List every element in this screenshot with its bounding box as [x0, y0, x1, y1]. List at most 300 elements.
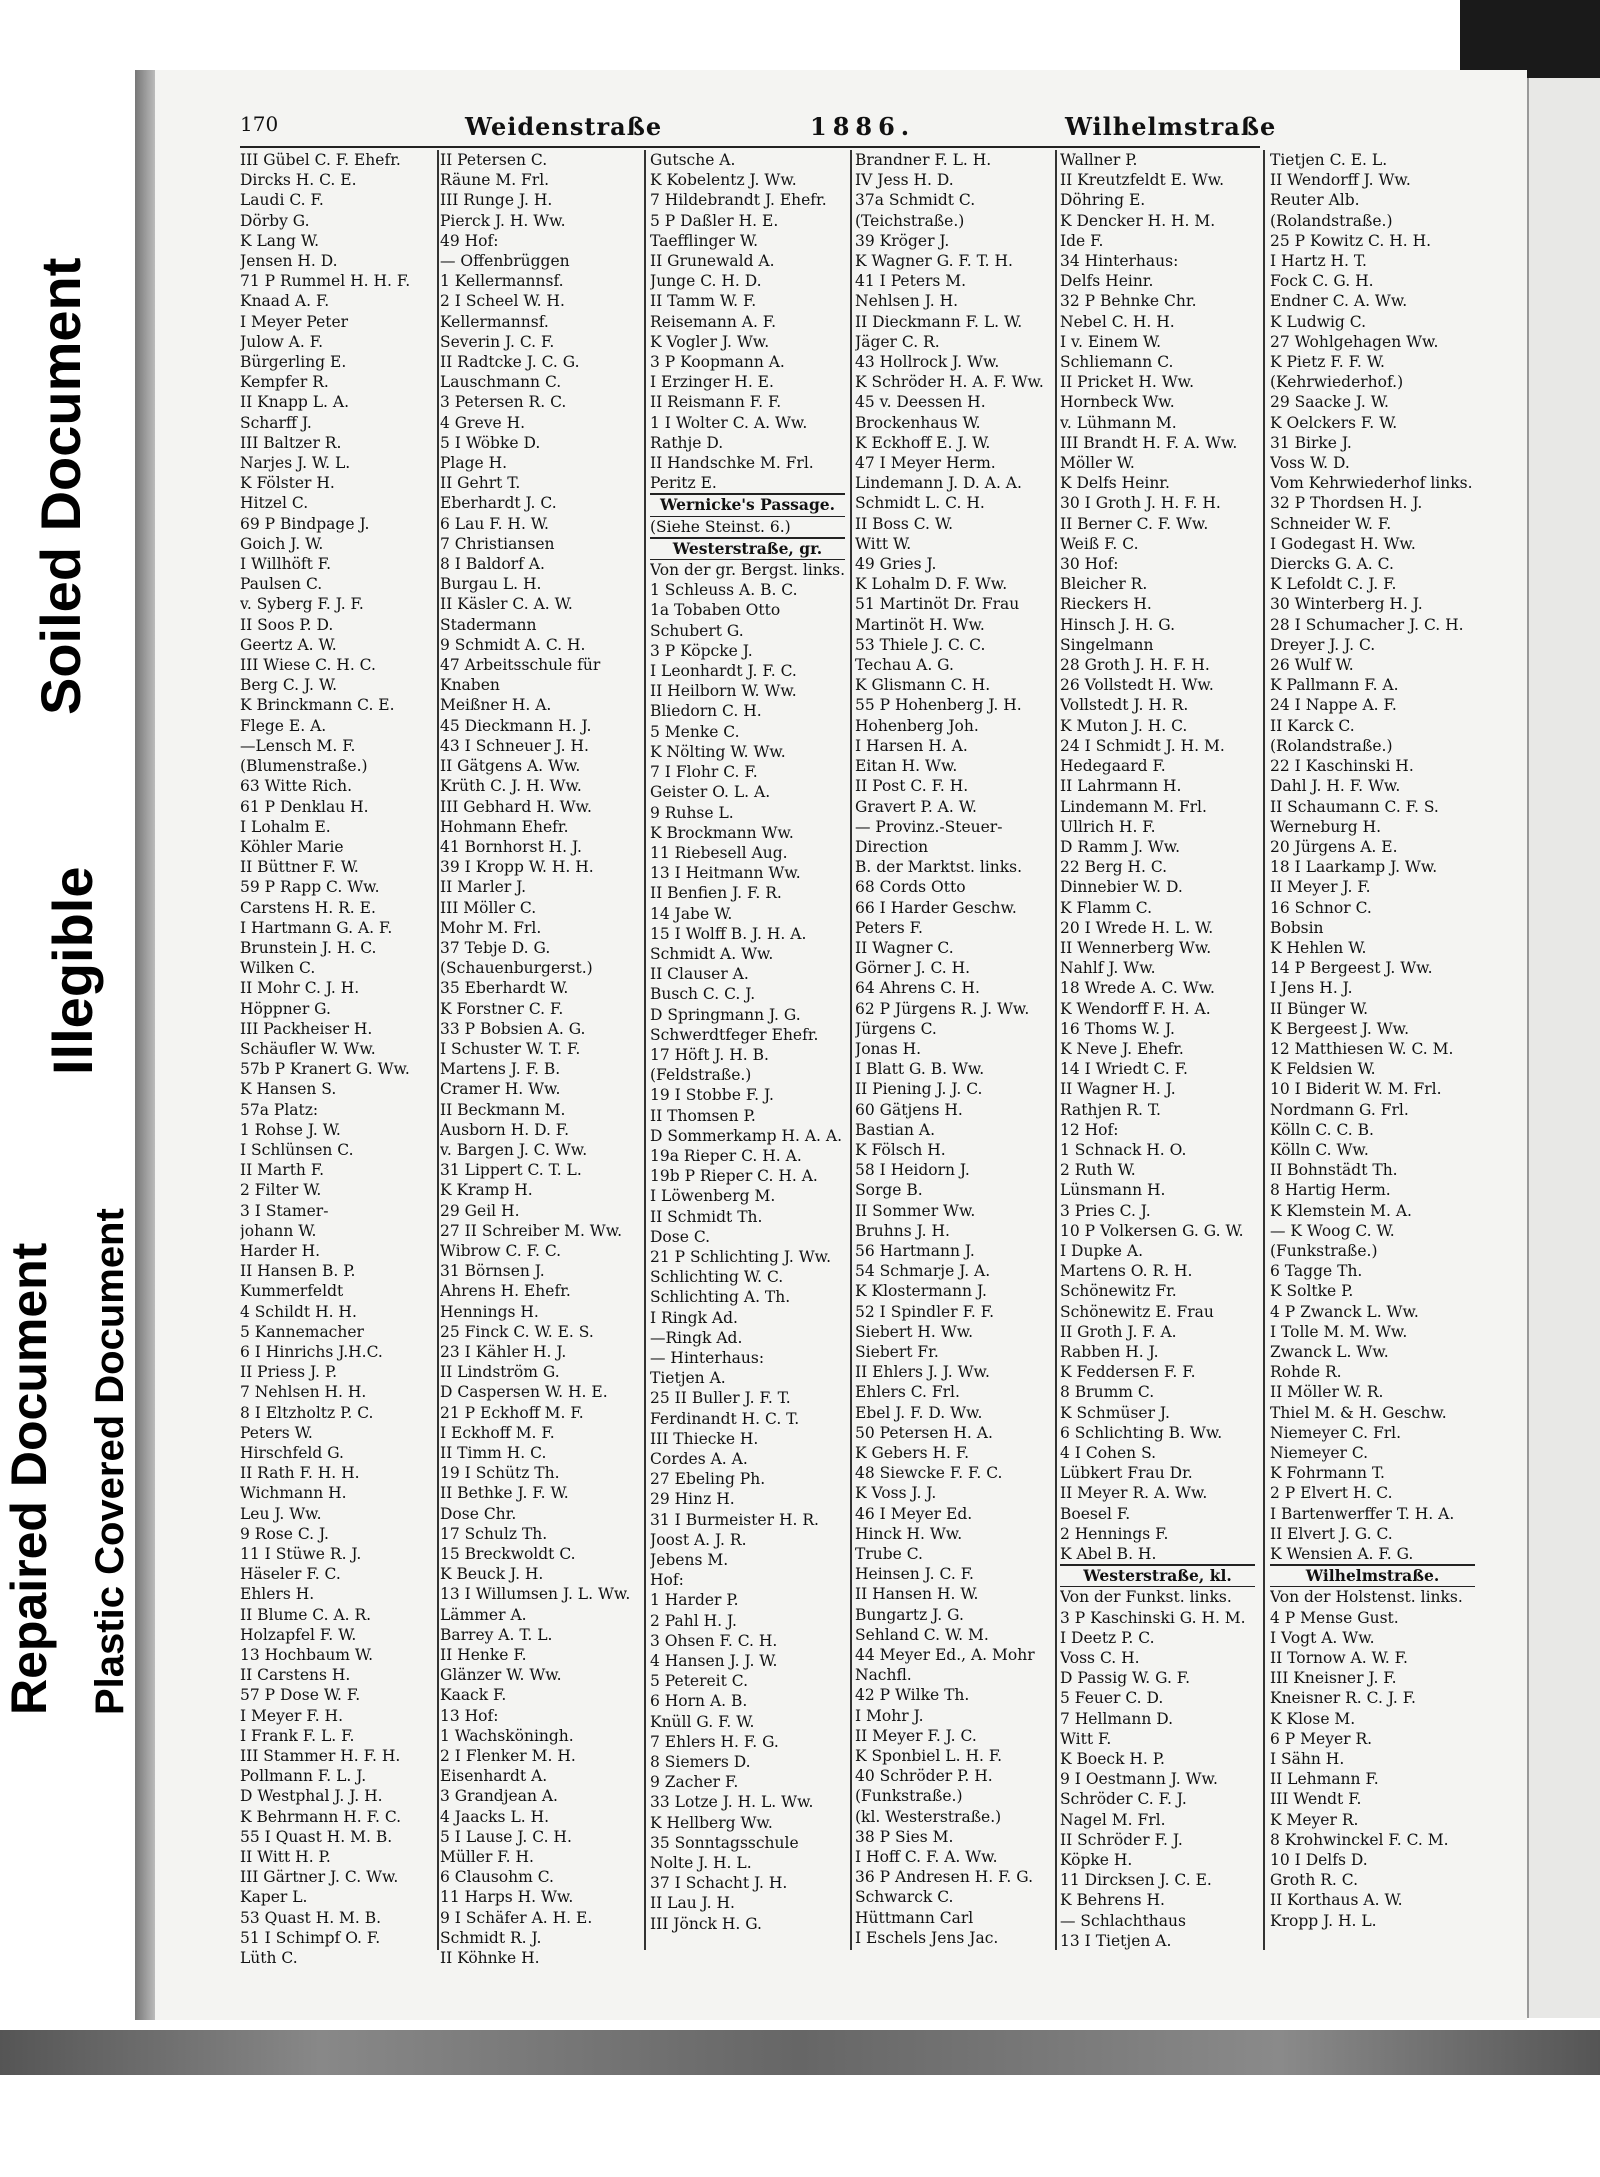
directory-entry: Hohmann Ehefr.	[440, 817, 569, 836]
directory-entry: Direction	[855, 837, 929, 856]
directory-entry: Witt F.	[1060, 1729, 1112, 1748]
directory-entry: Jürgens C.	[855, 1019, 937, 1038]
scan-corner-shadow	[1460, 0, 1600, 78]
directory-entry: 19 I Schütz Th.	[440, 1464, 560, 1483]
directory-column-2	[440, 150, 635, 1970]
directory-entry: Zwanck L. Ww.	[1270, 1342, 1389, 1361]
directory-entry: D Ramm J. Ww.	[1060, 837, 1181, 856]
directory-entry: 5 I Wöbke D.	[440, 433, 541, 452]
directory-entry: K Brockmann Ww.	[650, 823, 794, 842]
directory-entry: 58 I Heidorn J.	[855, 1161, 970, 1180]
column-separator	[850, 150, 852, 1950]
directory-entry: K Feddersen F. F.	[1060, 1363, 1196, 1382]
directory-entry: Burgau L. H.	[440, 575, 542, 594]
directory-entry: II Heilborn W. Ww.	[650, 682, 797, 701]
directory-entry: 23 I Kähler H. J.	[440, 1342, 567, 1361]
directory-entry: I Godegast H. Ww.	[1270, 534, 1416, 553]
directory-entry: K Kobelentz J. Ww.	[650, 171, 797, 190]
directory-entry: Schwerdtfeger Ehefr.	[650, 1025, 819, 1044]
directory-entry: I Schuster W. T. F.	[440, 1039, 581, 1058]
directory-entry: II Korthaus A. W.	[1270, 1891, 1403, 1910]
directory-entry: I Tolle M. M. Ww.	[1270, 1322, 1408, 1341]
directory-entry: 5 Menke C.	[650, 722, 740, 741]
directory-entry: II Karck C.	[1270, 716, 1355, 735]
directory-entry: 7 I Flohr C. F.	[650, 763, 758, 782]
directory-entry: 2 I Scheel W. H.	[440, 292, 565, 311]
directory-entry: 24 I Nappe A. F.	[1270, 696, 1397, 715]
directory-entry: 55 P Hohenberg J. H.	[855, 696, 1022, 715]
directory-entry: 36 P Andresen H. F. G.	[855, 1868, 1034, 1887]
directory-entry: II Ehlers J. J. Ww.	[855, 1363, 990, 1382]
directory-entry: II Hansen H. W.	[855, 1585, 979, 1604]
directory-entry: Köpke H.	[1060, 1851, 1133, 1870]
directory-entry: 22 Berg H. C.	[1060, 858, 1168, 877]
directory-entry: Kaack F.	[440, 1686, 507, 1705]
directory-entry: Möller W.	[1060, 454, 1135, 473]
directory-entry: 2 Ruth W.	[1060, 1161, 1136, 1180]
directory-entry: 7 Hildebrandt J. Ehefr.	[650, 191, 827, 210]
directory-entry: 7 Hellmann D.	[1060, 1709, 1174, 1728]
directory-entry: 6 Horn A. B.	[650, 1692, 748, 1711]
directory-entry: II Soos P. D.	[240, 615, 334, 634]
directory-entry: Nachfl.	[855, 1666, 912, 1685]
street-heading-left: Weidenstraße	[465, 112, 663, 141]
directory-entry: II Bohnstädt Th.	[1270, 1161, 1398, 1180]
directory-entry: K Delfs Heinr.	[1060, 474, 1170, 493]
directory-entry: Severin J. C. F.	[440, 332, 555, 351]
directory-entry: Dinnebier W. D.	[1060, 878, 1183, 897]
directory-entry: 11 I Stüwe R. J.	[240, 1545, 362, 1564]
directory-entry: 16 Schnor C.	[1270, 898, 1372, 917]
directory-entry: 25 II Buller J. F. T.	[650, 1389, 791, 1408]
directory-entry: Stadermann	[440, 615, 537, 634]
directory-entry: v. Syberg F. J. F.	[240, 595, 364, 614]
directory-entry: Nahlf J. Ww.	[1060, 959, 1156, 978]
directory-entry: Ehlers H.	[240, 1585, 315, 1604]
directory-entry: II Witt H. P.	[240, 1848, 331, 1867]
directory-entry: Gravert P. A. W.	[855, 797, 977, 816]
directory-entry: K Kramp H.	[440, 1181, 533, 1200]
directory-entry: K Pallmann F. A.	[1270, 676, 1399, 695]
directory-entry: Pierck J. H. Ww.	[440, 211, 566, 230]
directory-entry: 17 Schulz Th.	[440, 1524, 548, 1543]
repaired-document-label: Repaired Document	[1, 1242, 57, 1715]
directory-entry: Kölln C. Ww.	[1270, 1140, 1369, 1159]
directory-entry: 3 Petersen R. C.	[440, 393, 567, 412]
directory-column-4	[855, 150, 1050, 1970]
directory-entry: K Schröder H. A. F. Ww.	[855, 373, 1044, 392]
directory-entry: 51 I Schimpf O. F.	[240, 1928, 381, 1947]
directory-entry: II Tornow A. W. F.	[1270, 1649, 1408, 1668]
directory-entry: I Lohalm E.	[240, 817, 331, 836]
directory-entry: 6 Tagge Th.	[1270, 1262, 1363, 1281]
directory-entry: 2 I Flenker M. H.	[440, 1747, 576, 1766]
directory-entry: 5 I Lause J. C. H.	[440, 1827, 572, 1846]
directory-entry: K Sponbiel L. H. F.	[855, 1747, 1003, 1766]
directory-entry: Boesel F.	[1060, 1504, 1131, 1523]
directory-entry: Eberhardt J. C.	[440, 494, 557, 513]
directory-entry: Techau A. G.	[855, 656, 954, 675]
directory-entry: (Siehe Steinst. 6.)	[650, 517, 791, 536]
directory-entry: 25 P Kowitz C. H. H.	[1270, 231, 1432, 250]
directory-entry: III Wendt F.	[1270, 1790, 1362, 1809]
directory-entry: I Eckhoff M. F.	[440, 1423, 555, 1442]
directory-entry: I Jens H. J.	[1270, 979, 1353, 998]
directory-entry: Ebel J. F. D. Ww.	[855, 1403, 983, 1422]
directory-entry: K Klose M.	[1270, 1709, 1356, 1728]
directory-entry: 6 Schlichting B. Ww.	[1060, 1423, 1223, 1442]
directory-entry: 2 Pahl H. J.	[650, 1611, 737, 1630]
directory-entry: Döhring E.	[1060, 191, 1146, 210]
directory-entry: Jäger C. R.	[855, 332, 940, 351]
street-section-title: Westerstraße, kl.	[1060, 1564, 1255, 1587]
directory-entry: 28 I Schumacher J. C. H.	[1270, 615, 1464, 634]
directory-entry: 8 I Baldorf A.	[440, 555, 545, 574]
directory-entry: Busch C. C. J.	[650, 985, 756, 1004]
directory-entry: Peters W.	[240, 1423, 313, 1442]
directory-entry: Reuter Alb.	[1270, 191, 1360, 210]
directory-entry: 18 I Laarkamp J. Ww.	[1270, 858, 1438, 877]
directory-entry: Paulsen C.	[240, 575, 323, 594]
directory-entry: K Abel B. H.	[1060, 1545, 1157, 1564]
directory-entry: Rohde R.	[1270, 1363, 1342, 1382]
directory-entry: Bungartz J. G.	[855, 1605, 964, 1624]
directory-entry: 10 P Volkersen G. G. W.	[1060, 1221, 1244, 1240]
directory-entry: 68 Cords Otto	[855, 878, 966, 897]
directory-entry: Köhler Marie	[240, 837, 344, 856]
directory-entry: 13 I Tietjen A.	[1060, 1931, 1172, 1950]
directory-entry: Schäufler W. Ww.	[240, 1039, 376, 1058]
directory-entry: K Glismann C. H.	[855, 676, 991, 695]
directory-entry: (Kehrwiederhof.)	[1270, 373, 1404, 392]
directory-entry: Witt W.	[855, 534, 912, 553]
directory-entry: Schlichting W. C.	[650, 1268, 784, 1287]
directory-entry: II Post C. F. H.	[855, 777, 969, 796]
directory-entry: II Lahrmann H.	[1060, 777, 1182, 796]
directory-entry: II Benfien J. F. R.	[650, 884, 782, 903]
directory-entry: Leu J. Ww.	[240, 1504, 322, 1523]
directory-entry: Vom Kehrwiederhof links.	[1270, 474, 1473, 493]
directory-entry: Martinöt H. Ww.	[855, 615, 985, 634]
directory-entry: II Elvert J. G. C.	[1270, 1524, 1393, 1543]
directory-entry: 1 I Wolter C. A. Ww.	[650, 413, 808, 432]
page-binding-shadow	[135, 70, 155, 2020]
directory-entry: 30 Hof:	[1060, 555, 1119, 574]
directory-entry: K Lefoldt C. J. F.	[1270, 575, 1397, 594]
directory-entry: I Meyer F. H.	[240, 1706, 343, 1725]
directory-entry: 1 Kellermannsf.	[440, 272, 564, 291]
street-section-title: Wilhelmstraße.	[1270, 1564, 1475, 1587]
directory-entry: I v. Einem W.	[1060, 332, 1162, 351]
directory-entry: II Marler J.	[440, 878, 527, 897]
directory-entry: Bruhns J. H.	[855, 1221, 950, 1240]
directory-entry: 1 Wachsköningh.	[440, 1726, 574, 1745]
directory-entry: Schliemann C.	[1060, 353, 1174, 372]
directory-entry: III Runge J. H.	[440, 191, 553, 210]
header-rule	[240, 146, 1260, 148]
directory-entry: Jensen H. D.	[240, 252, 338, 271]
directory-entry: Pollmann F. L. J.	[240, 1767, 367, 1786]
directory-entry: 49 Hof:	[440, 231, 499, 250]
directory-entry: Nordmann G. Frl.	[1270, 1100, 1409, 1119]
directory-entry: K Klostermann J.	[855, 1282, 987, 1301]
directory-entry: Martens J. F. B.	[440, 1060, 561, 1079]
directory-entry: johann W.	[240, 1221, 317, 1240]
directory-entry: 55 I Quast H. M. B.	[240, 1827, 393, 1846]
directory-entry: II Carstens H.	[240, 1666, 351, 1685]
directory-entry: 19a Rieper C. H. A.	[650, 1146, 802, 1165]
directory-entry: Tietjen C. E. L.	[1270, 151, 1388, 169]
directory-entry: Cramer H. Ww.	[440, 1080, 561, 1099]
directory-entry: Knüll G. F. W.	[650, 1712, 755, 1731]
directory-entry: Barrey A. T. L.	[440, 1625, 553, 1644]
directory-entry: II Schmidt Th.	[650, 1207, 763, 1226]
directory-entry: 8 Siemers D.	[650, 1753, 751, 1772]
directory-entry: 8 Hartig Herm.	[1270, 1181, 1391, 1200]
directory-entry: Dircks H. C. E.	[240, 171, 357, 190]
directory-entry: I Vogt A. Ww.	[1270, 1628, 1375, 1647]
directory-entry: 57b P Kranert G. Ww.	[240, 1060, 410, 1079]
directory-entry: K Lang W.	[240, 231, 320, 250]
directory-entry: 1 Schleuss A. B. C.	[650, 581, 798, 600]
directory-entry: I Löwenberg M.	[650, 1187, 776, 1206]
directory-entry: K Brinckmann C. E.	[240, 696, 395, 715]
directory-entry: —Lensch M. F.	[240, 736, 356, 755]
directory-entry: Groth R. C.	[1270, 1871, 1359, 1890]
directory-entry: Berg C. J. W.	[240, 676, 337, 695]
directory-entry: Schubert G.	[650, 621, 744, 640]
directory-entry: 4 Jaacks L. H.	[440, 1807, 550, 1826]
directory-entry: 43 Hollrock J. Ww.	[855, 353, 1000, 372]
directory-entry: II Rath F. H. H.	[240, 1464, 360, 1483]
directory-entry: I Erzinger H. E.	[650, 373, 774, 392]
directory-entry: III Jönck H. G.	[650, 1914, 762, 1933]
directory-entry: K Feldsien W.	[1270, 1060, 1376, 1079]
directory-entry: II Berner C. F. Ww.	[1060, 514, 1209, 533]
directory-entry: 19b P Rieper C. H. A.	[650, 1167, 818, 1186]
directory-entry: I Leonhardt J. F. C.	[650, 662, 797, 681]
directory-entry: D Sommerkamp H. A. A.	[650, 1126, 843, 1145]
directory-entry: Mohr M. Frl.	[440, 918, 542, 937]
directory-entry: 61 P Denklau H.	[240, 797, 369, 816]
directory-entry: 1 Rohse J. W.	[240, 1120, 341, 1139]
directory-entry: Knaad A. F.	[240, 292, 330, 311]
directory-entry: (Feldstraße.)	[650, 1066, 752, 1085]
directory-entry: Hinck H. Ww.	[855, 1524, 963, 1543]
directory-entry: Schlichting A. Th.	[650, 1288, 791, 1307]
directory-entry: 5 Petereit C.	[650, 1672, 749, 1691]
directory-entry: II Dieckmann F. L. W.	[855, 312, 1023, 331]
directory-entry: 37 I Schacht J. H.	[650, 1874, 788, 1893]
directory-entry: III Möller C.	[440, 898, 537, 917]
directory-entry: 27 Wohlgehagen Ww.	[1270, 332, 1439, 351]
directory-entry: 24 I Schmidt J. H. M.	[1060, 736, 1225, 755]
directory-entry: 3 I Stamer-	[240, 1201, 329, 1220]
directory-entry: IV Jess H. D.	[855, 171, 954, 190]
directory-entry: I Hartmann G. A. F.	[240, 918, 393, 937]
directory-entry: 14 Jabe W.	[650, 904, 733, 923]
directory-entry: Narjes J. W. L.	[240, 454, 351, 473]
directory-entry: B. der Marktst. links.	[855, 858, 1023, 877]
directory-entry: Nebel C. H. H.	[1060, 312, 1175, 331]
directory-entry: Bürgerling E.	[240, 353, 347, 372]
directory-entry: 63 Witte Rich.	[240, 777, 353, 796]
directory-entry: I Hartz H. T.	[1270, 252, 1367, 271]
directory-entry: Nagel M. Frl.	[1060, 1810, 1166, 1829]
directory-entry: 27 II Schreiber M. Ww.	[440, 1221, 623, 1240]
directory-entry: K Nölting W. Ww.	[650, 742, 786, 761]
directory-entry: 22 I Kaschinski H.	[1270, 757, 1414, 776]
directory-entry: Hennings H.	[440, 1302, 539, 1321]
directory-entry: 4 P Mense Gust.	[1270, 1608, 1399, 1627]
directory-entry: I Frank F. L. F.	[240, 1726, 355, 1745]
directory-entry: II Pricket H. Ww.	[1060, 373, 1195, 392]
directory-entry: Lüth C.	[240, 1949, 298, 1968]
directory-entry: II Gehrt T.	[440, 474, 521, 493]
directory-entry: 47 I Meyer Herm.	[855, 454, 996, 473]
directory-entry: 44 Meyer Ed., A. Mohr	[855, 1646, 1035, 1665]
directory-entry: II Mohr C. J. H.	[240, 979, 360, 998]
directory-entry: Taefflinger W.	[650, 231, 759, 250]
directory-entry: 27 Ebeling Ph.	[650, 1470, 766, 1489]
directory-entry: III Kneisner J. F.	[1270, 1669, 1397, 1688]
directory-entry: 28 Groth J. H. F. H.	[1060, 656, 1210, 675]
directory-entry: Kölln C. C. B.	[1270, 1120, 1374, 1139]
directory-entry: 4 P Zwanck L. Ww.	[1270, 1302, 1419, 1321]
directory-entry: Niemeyer C.	[1270, 1444, 1369, 1462]
directory-entry: II Piening J. J. C.	[855, 1080, 983, 1099]
directory-entry: 4 Hansen J. J. W.	[650, 1652, 778, 1671]
directory-entry: III Wiese C. H. C.	[240, 656, 376, 675]
directory-entry: Gutsche A.	[650, 151, 736, 169]
directory-entry: K Forstner C. F.	[440, 999, 564, 1018]
directory-entry: II Köhnke H.	[440, 1949, 540, 1968]
directory-entry: K Meyer R.	[1270, 1810, 1359, 1829]
directory-entry: 10 I Biderit W. M. Frl.	[1270, 1080, 1442, 1099]
directory-entry: 32 P Thordsen H. J.	[1270, 494, 1423, 513]
directory-entry: 3 Pries C. J.	[1060, 1201, 1151, 1220]
directory-entry: Hüttmann Carl	[855, 1908, 974, 1927]
directory-entry: II Blume C. A. R.	[240, 1605, 372, 1624]
directory-entry: K Behrens H.	[1060, 1891, 1165, 1910]
directory-entry: Kropp J. H. L.	[1270, 1911, 1377, 1930]
directory-entry: — K Woog C. W.	[1270, 1221, 1395, 1240]
directory-entry: Geister O. L. A.	[650, 783, 771, 802]
directory-entry: I Meyer Peter	[240, 312, 349, 331]
directory-column-3	[650, 150, 845, 1970]
directory-entry: Hirschfeld G.	[240, 1444, 344, 1462]
directory-entry: II Büttner F. W.	[240, 858, 359, 877]
column-separator	[1055, 150, 1057, 1950]
directory-entry: Schmidt L. C. H.	[855, 494, 985, 513]
directory-entry: K Oelckers F. W.	[1270, 413, 1398, 432]
directory-entry: 3 Ohsen F. C. H.	[650, 1631, 778, 1650]
directory-entry: 32 P Behnke Chr.	[1060, 292, 1197, 311]
directory-entry: 26 Wulf W.	[1270, 656, 1354, 675]
directory-entry: K Lohalm D. F. Ww.	[855, 575, 1008, 594]
column-separator	[1263, 150, 1265, 1950]
directory-entry: 6 Lau F. H. W.	[440, 514, 549, 533]
directory-entry: K Gebers H. F.	[855, 1444, 970, 1462]
directory-entry: K Pietz F. F. W.	[1270, 353, 1385, 372]
directory-entry: II Wennerberg Ww.	[1060, 938, 1212, 957]
directory-entry: Joost A. J. R.	[650, 1530, 747, 1549]
directory-entry: Kempfer R.	[240, 373, 329, 392]
directory-entry: III Packheiser H.	[240, 1019, 373, 1038]
directory-entry: 35 Eberhardt W.	[440, 979, 569, 998]
directory-column-6	[1270, 150, 1475, 1970]
directory-entry: 1a Tobaben Otto	[650, 601, 781, 620]
directory-entry: Trube C.	[855, 1545, 923, 1564]
directory-entry: 49 Gries J.	[855, 555, 937, 574]
directory-entry: II Meyer R. A. Ww.	[1060, 1484, 1208, 1503]
directory-entry: 43 I Schneuer J. H.	[440, 736, 589, 755]
directory-entry: K Vogler J. Ww.	[650, 332, 770, 351]
directory-entry: Bliedorn C. H.	[650, 702, 762, 721]
directory-entry: Endner C. A. Ww.	[1270, 292, 1408, 311]
directory-entry: Weiß F. C.	[1060, 534, 1139, 553]
directory-entry: — Provinz.-Steuer-	[855, 817, 1003, 836]
year-heading: 1886.	[810, 112, 916, 141]
directory-entry: Carstens H. R. E.	[240, 898, 376, 917]
directory-entry: Brockenhaus W.	[855, 413, 981, 432]
directory-entry: 4 Schildt H. H.	[240, 1302, 357, 1321]
plastic-covered-document-label: Plastic Covered Document	[88, 1208, 132, 1715]
directory-entry: Kummerfeldt	[240, 1282, 344, 1301]
directory-entry: 9 I Schäfer A. H. E.	[440, 1908, 593, 1927]
directory-entry: 8 Krohwinckel F. C. M.	[1270, 1830, 1449, 1849]
directory-entry: Häseler F. C.	[240, 1565, 341, 1584]
directory-entry: 41 Bornhorst H. J.	[440, 837, 582, 856]
directory-entry: Lauschmann C.	[440, 373, 562, 392]
directory-entry: II Bünger W.	[1270, 999, 1369, 1018]
directory-entry: Hedegaard F.	[1060, 757, 1166, 776]
directory-entry: K Muton J. H. C.	[1060, 716, 1188, 735]
directory-entry: II Lehmann F.	[1270, 1770, 1379, 1789]
directory-entry: II Grunewald A.	[650, 252, 775, 271]
directory-entry: K Fölsch H.	[855, 1140, 946, 1159]
directory-entry: II Marth F.	[240, 1161, 325, 1180]
directory-entry: II Wendorff J. Ww.	[1270, 171, 1411, 190]
directory-entry: K Eckhoff E. J. W.	[855, 433, 991, 452]
directory-entry: Ehlers C. Frl.	[855, 1383, 960, 1402]
directory-entry: II Schröder F. J.	[1060, 1830, 1183, 1849]
directory-entry: K Dencker H. H. M.	[1060, 211, 1216, 230]
directory-entry: Lämmer A.	[440, 1605, 527, 1624]
directory-entry: 2 Filter W.	[240, 1181, 322, 1200]
directory-entry: III Gübel C. F. Ehefr.	[240, 151, 401, 169]
directory-entry: —Ringk Ad.	[650, 1328, 743, 1347]
soiled-document-label: Soiled Document	[29, 257, 92, 715]
directory-entry: Schönewitz Fr.	[1060, 1282, 1177, 1301]
directory-entry: I Hoff C. F. A. Ww.	[855, 1848, 998, 1867]
directory-entry: 7 Christiansen	[440, 534, 555, 553]
directory-entry: 29 Saacke J. W.	[1270, 393, 1389, 412]
directory-entry: Rathje D.	[650, 433, 724, 452]
directory-entry: 9 Schmidt A. C. H.	[440, 635, 586, 654]
directory-entry: 11 Riebesell Aug.	[650, 843, 788, 862]
directory-entry: II Henke F.	[440, 1646, 527, 1665]
directory-entry: 19 I Stobbe F. J.	[650, 1086, 774, 1105]
directory-entry: (kl. Westerstraße.)	[855, 1807, 1002, 1826]
directory-entry: II Meyer F. J. C.	[855, 1726, 977, 1745]
directory-entry: 1 Harder P.	[650, 1591, 739, 1610]
directory-entry: Hof:	[650, 1571, 684, 1590]
directory-entry: Nehlsen J. H.	[855, 292, 959, 311]
directory-entry: Wilken C.	[240, 959, 316, 978]
directory-entry: II Wagner C.	[855, 938, 954, 957]
directory-entry: Ullrich H. F.	[1060, 817, 1156, 836]
